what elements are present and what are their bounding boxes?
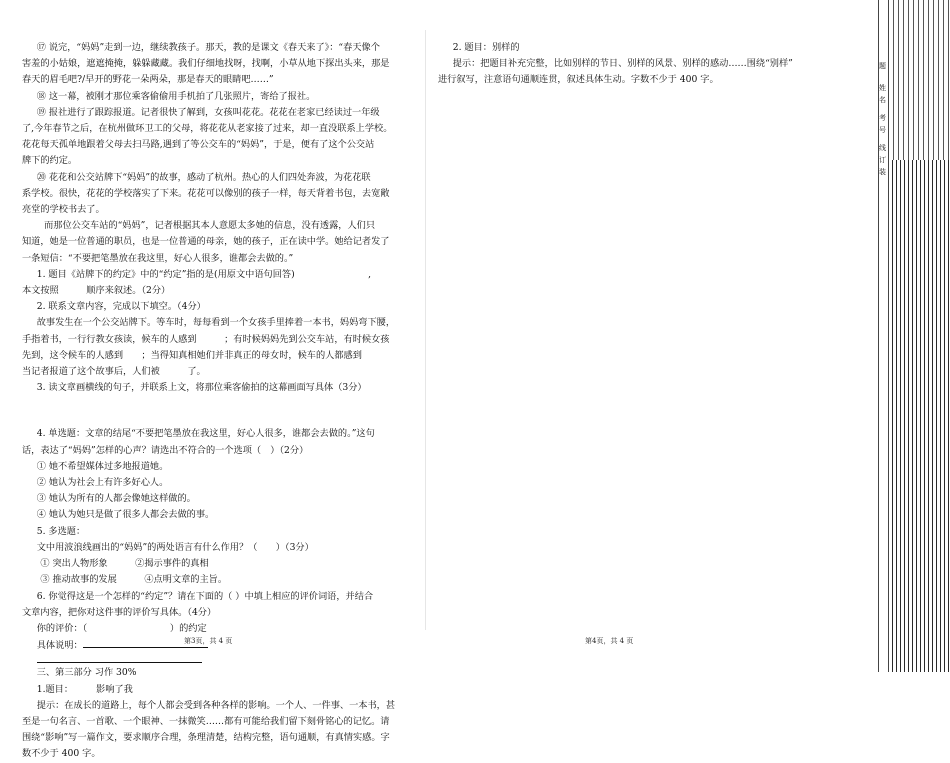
question-1-line1: 1. 题目《站牌下的约定》中的“约定”指的是(用原文中语句回答) , — [36, 268, 372, 280]
left-column — [22, 40, 407, 763]
binding-char: 装 — [879, 168, 886, 176]
question-3: 3. 读文章画横线的句子，并联系上文，将那位乘客偷拍的这幕画面写具体（3分） — [36, 382, 367, 394]
paragraph-19-line3: 花花每天孤单地跟着父母去扫马路,遇到了等公交车的“妈妈”，于是，便有了这个公交站 — [22, 139, 375, 151]
question-2-line1: 故事发生在一个公交站牌下。等车时，每每看到一个女孩手里捧着一本书，妈妈弯下腰， — [36, 317, 396, 329]
binding-char: 线 — [879, 144, 886, 152]
paragraph-17-line3: 春天的眉毛吧?/早开的野花一朵两朵，那是春天的眼睛吧……” — [22, 74, 274, 86]
question-2-line4: 当记者报道了这个故事后，人们被 了。 — [22, 366, 206, 378]
paragraph-21-line1: 而那位公交车站的“妈妈”，记者根据其本人意愿太多她的信息，没有透露，人们只 — [44, 220, 376, 232]
binding-char: 考 — [879, 114, 886, 122]
essay-1-hint-line3: 围绕“影响”写一篇作文，要求顺序合理，条理清楚，结构完整，语句通顺，有真情实感。字 — [22, 732, 390, 744]
essay-1-title: 1.题目： 影响了我 — [36, 683, 133, 695]
paragraph-20-line2: 系学校。很快，花花的学校落实了下来。花花可以像别的孩子一样，每天背着书包，去宽敞 — [22, 187, 390, 199]
answer-space — [22, 396, 407, 426]
paragraph-19-line4: 牌下的约定。 — [22, 155, 78, 167]
paragraph-20-line3: 亮堂的学校书去了。 — [22, 204, 105, 216]
question-4-line2: 话，表达了“妈妈”怎样的心声？请选出不符合的一个选项（ ）（2分） — [22, 444, 309, 456]
paragraph-20-line1: ⑳ 花花和公交站牌下“妈妈”的故事，感动了杭州。热心的人们四处奔波，为花花联 — [36, 171, 371, 183]
binding-char: 题 — [879, 62, 886, 70]
essay-1-hint-line2: 至是一句名言、一首歌、一个眼神、一抹微笑……都有可能给我们留下刻骨铭心的记忆。请 — [22, 715, 390, 727]
question-2-title: 2. 联系文章内容，完成以下填空。（4分） — [36, 301, 206, 313]
question-4-line1: 4. 单选题：文章的结尾“不要把笔墨放在我这里，好心人很多，谁都会去做的。”这句 — [36, 428, 375, 440]
question-1-line2: 本文按照 顺序来叙述。（2分） — [22, 285, 171, 297]
question-2-line3: 先到，这令候车的人感到 ；当得知真相她们并非真正的母女时，候车的人都感到 — [22, 349, 362, 361]
paragraph-18: ⑱ 这一幕，被刚才那位乘客偷偷用手机拍了几张照片，寄给了报社。 — [36, 90, 316, 102]
section-underline — [37, 656, 202, 663]
binding-char: 订 — [879, 156, 886, 164]
question-4-option-2: ② 她认为社会上有许多好心人。 — [36, 477, 169, 489]
question-4-option-4: ④ 她认为她只是做了很多人都会去做的事。 — [36, 509, 215, 521]
paragraph-21-line2: 知道，她是一位普通的职员，也是一位普通的母亲，她的孩子，正在读中学。她给记者发了 — [22, 236, 390, 248]
essay-1-hint-line1: 提示：在成长的道路上，每个人都会受到各种各样的影响。一个人、一件事、一本书，甚 — [36, 699, 396, 711]
binding-stripes-top — [888, 0, 950, 160]
binding-margin — [878, 0, 950, 672]
question-5-prompt: 文中用波浪线画出的“妈妈”的两处语言有什么作用？（ ）（3分） — [36, 541, 314, 553]
question-2-line2: 手指着书，一行行教女孩读，候车的人感到 ；有时候妈妈先到公交车站，有时候女孩 — [22, 333, 390, 345]
section-3-heading: 三、第三部分 习作 30% — [36, 667, 137, 679]
binding-text — [878, 60, 887, 178]
page-footer-right: 第4页，共 4 页 — [585, 637, 634, 645]
question-5-title: 5. 多选题： — [36, 525, 86, 537]
essay-1-hint-line4: 数不少于 400 字。 — [22, 748, 101, 760]
question-4-option-3: ③ 她认为所有的人都会像她这样做的。 — [36, 493, 196, 505]
essay-2-title: 2. 题目：别样的 — [452, 42, 520, 53]
binding-char: 名 — [879, 96, 886, 104]
right-column — [438, 40, 818, 89]
question-6-evaluation: 你的评价：（ ）的约定 — [36, 622, 207, 634]
essay-2-hint-line1: 提示：把题目补充完整，比如别样的节日、别样的风景、别样的感动……围绕“别样” — [452, 58, 793, 70]
column-divider — [425, 30, 426, 630]
question-6-explanation-label: 具体说明： — [36, 640, 83, 652]
question-5-options-b: ③ 推动故事的发展 ④点明文章的主旨。 — [40, 574, 228, 586]
paragraph-19-line1: ⑲ 报社进行了跟踪报道。记者很快了解到，女孩叫花花。花花在老家已经读过一年级 — [36, 106, 380, 118]
paragraph-17-line1: ⑰ 说完，“妈妈”走到一边，继续教孩子。那天，教的是课文《春天来了》：“春天像个 — [36, 42, 380, 53]
binding-char: 号 — [879, 126, 886, 134]
binding-char: 姓 — [879, 84, 886, 92]
question-4-option-1: ① 她不希望媒体过多地报道她。 — [36, 460, 169, 472]
question-5-options-a: ① 突出人物形象 ②揭示事件的真相 — [40, 558, 209, 570]
question-6-line2: 文章内容，把你对这件事的评价写具体。（4分） — [22, 606, 217, 618]
paragraph-19-line2: 了,今年春节之后，在杭州做环卫工的父母，将花花从老家接了过来，却一直没联系上学校。 — [22, 123, 393, 135]
paragraph-21-line3: 一条短信：“不要把笔墨放在我这里，好心人很多，谁都会去做的。” — [22, 252, 294, 264]
essay-2-hint-line2: 进行叙写，注意语句通顺连贯，叙述具体生动。字数不少于 400 字。 — [438, 74, 719, 86]
paragraph-17-line2: 害羞的小姑娘，遮遮掩掩，躲躲藏藏。我们仔细地找呀，找啊，小草从地下探出头来，那是 — [22, 58, 390, 70]
page-footer-left: 第3页，共 4 页 — [184, 637, 233, 645]
question-6-line1: 6. 你觉得这是一个怎样的“约定”？请在下面的（ ）中填上相应的评价词语，并结合 — [36, 590, 374, 602]
